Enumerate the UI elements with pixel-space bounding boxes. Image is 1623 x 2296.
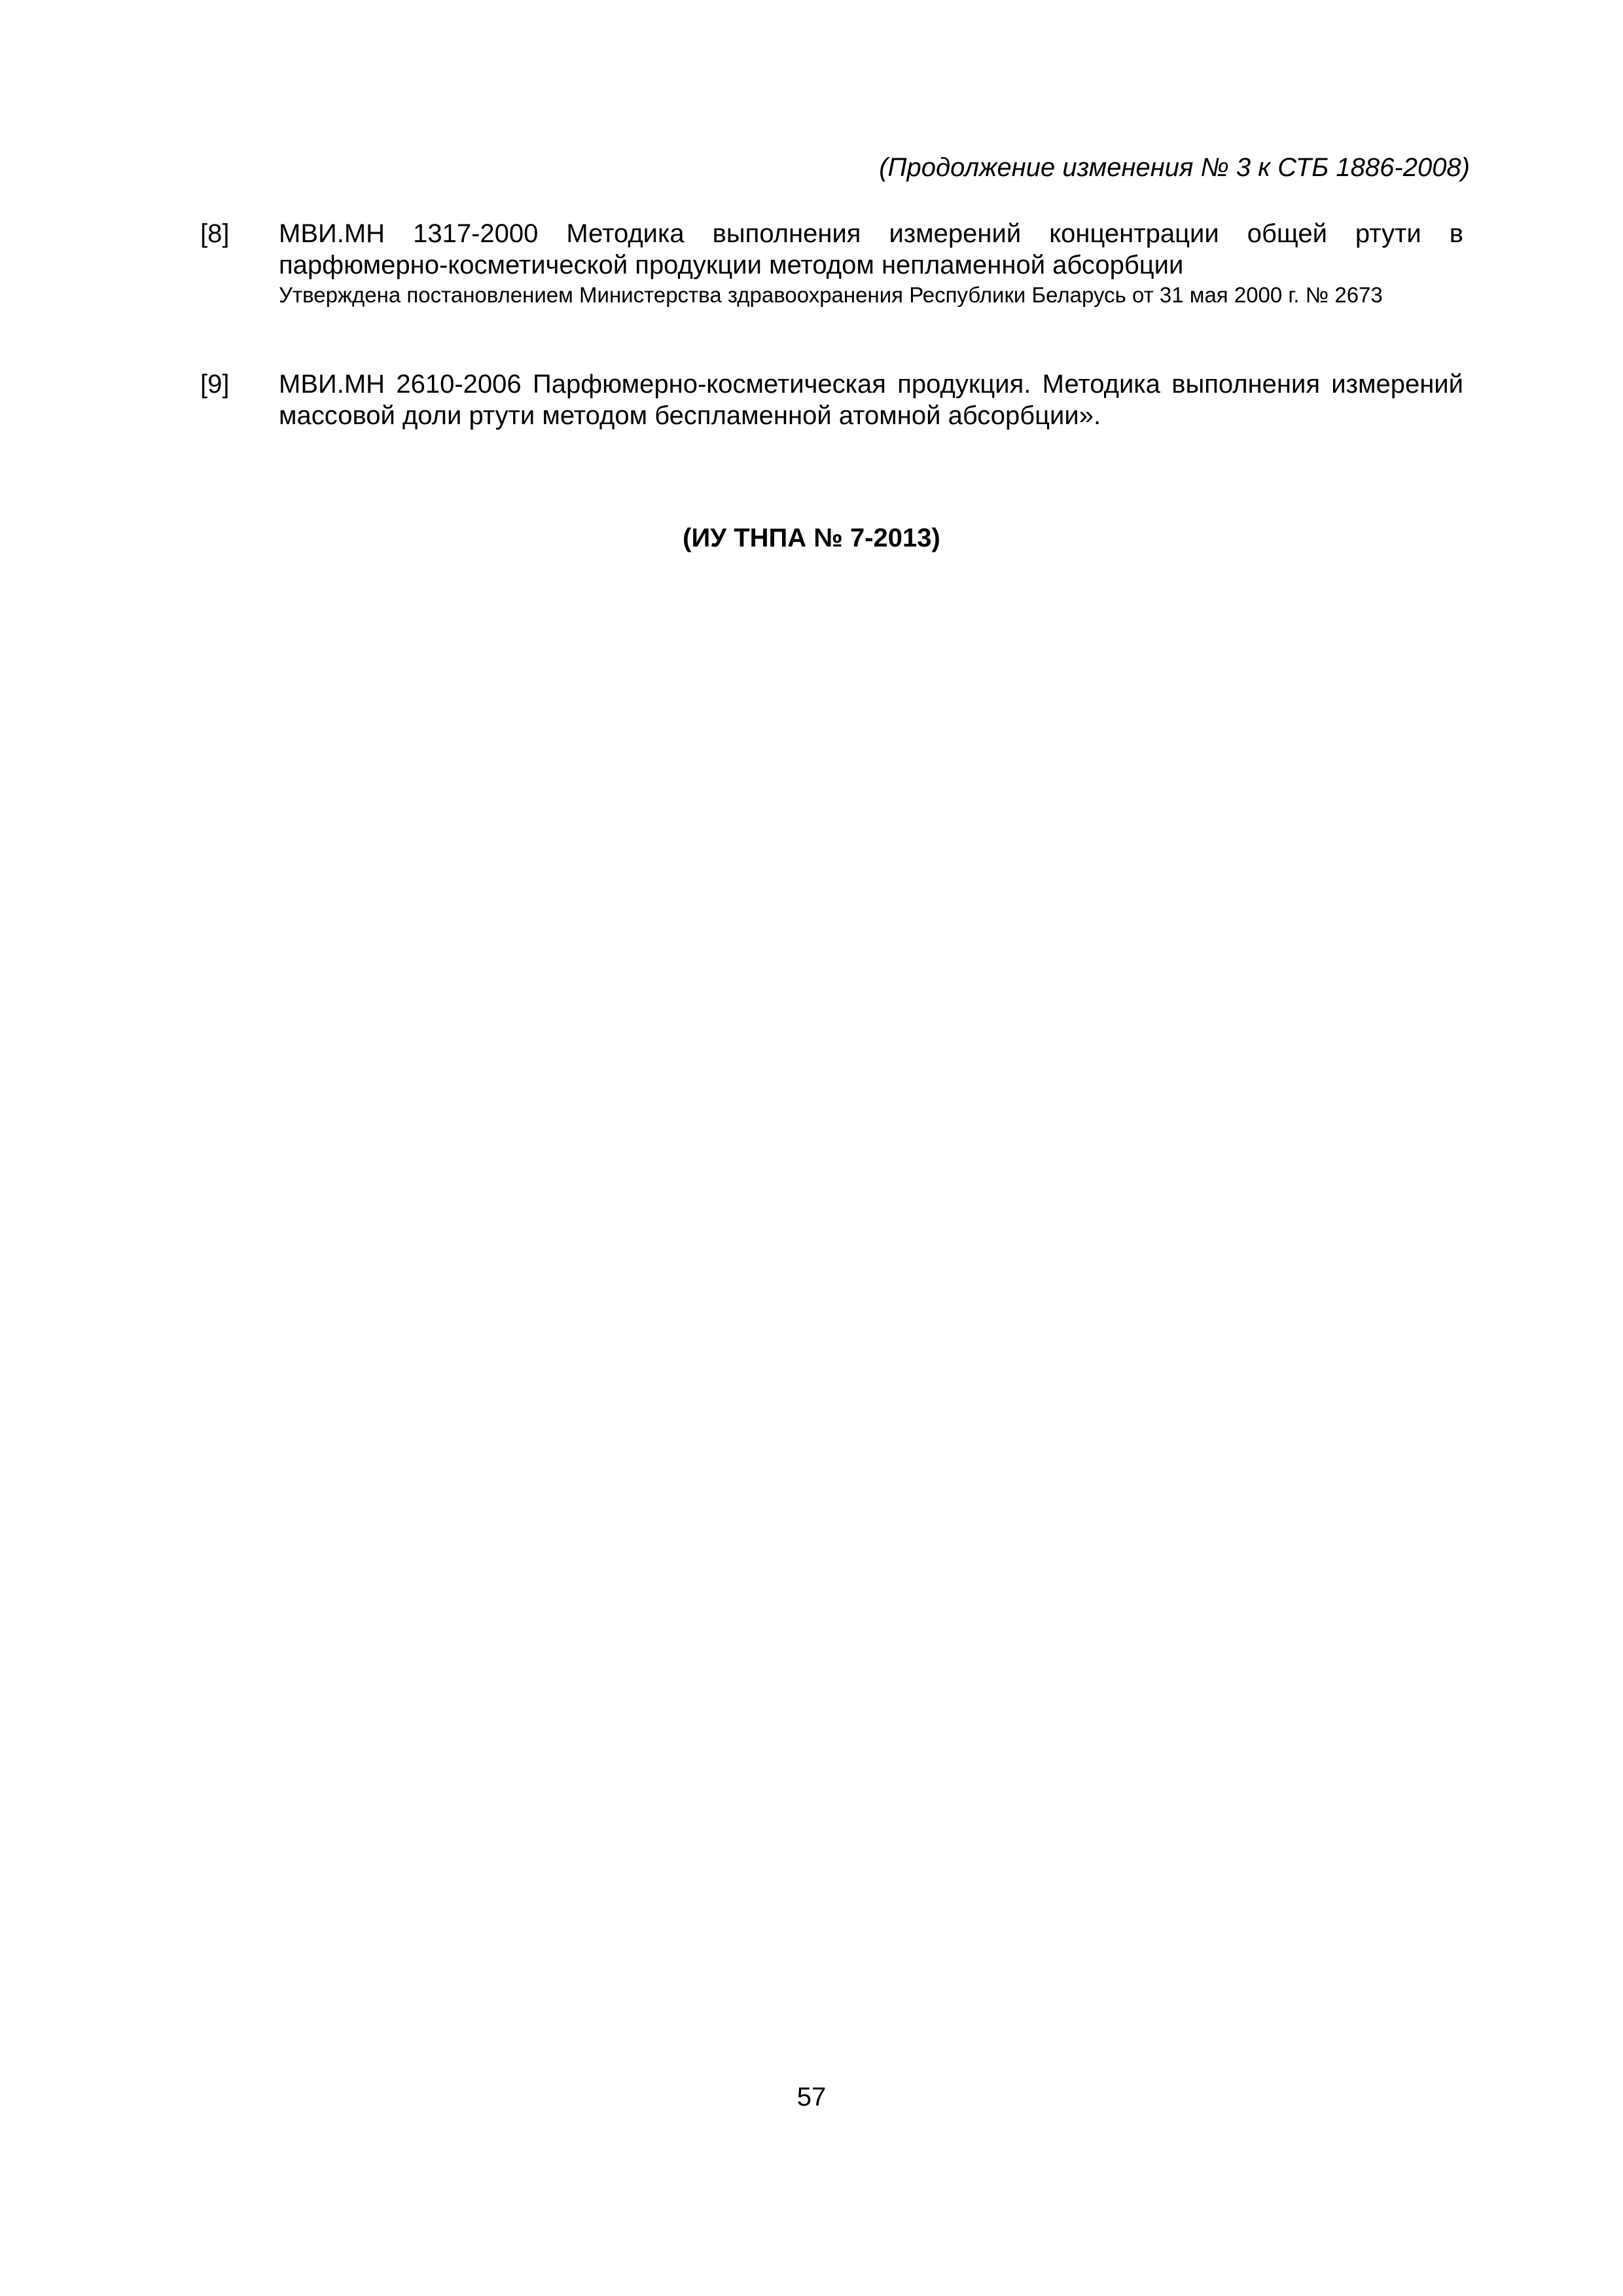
page-number: 57 <box>796 2083 827 2111</box>
amendment-label: (ИУ ТНПА № 7-2013) <box>683 524 940 552</box>
continuation-header: (Продолжение изменения № 3 к СТБ 1886-2008) <box>879 153 1470 182</box>
reference-text: МВИ.МН 2610-2006 Парфюмерно-косметическая продукция. Методика выполнения измерений массовой доли ртути методом беспламенной атомной абсорбции». <box>279 370 1463 430</box>
reference-number: [8] <box>200 219 230 248</box>
reference-text: МВИ.МН 1317-2000 Методика выполнения измерений концентрации общей ртути в парфюмерно-косметической продукции методом непламенной абсорбции <box>279 219 1463 279</box>
reference-approval-note: Утверждена постановлением Министерства здравоохранения Республики Беларусь от 31 мая 2000 г. № 2673 <box>279 283 1383 307</box>
reference-body <box>279 368 1463 431</box>
reference-body <box>279 218 1463 308</box>
reference-number: [9] <box>200 370 230 399</box>
